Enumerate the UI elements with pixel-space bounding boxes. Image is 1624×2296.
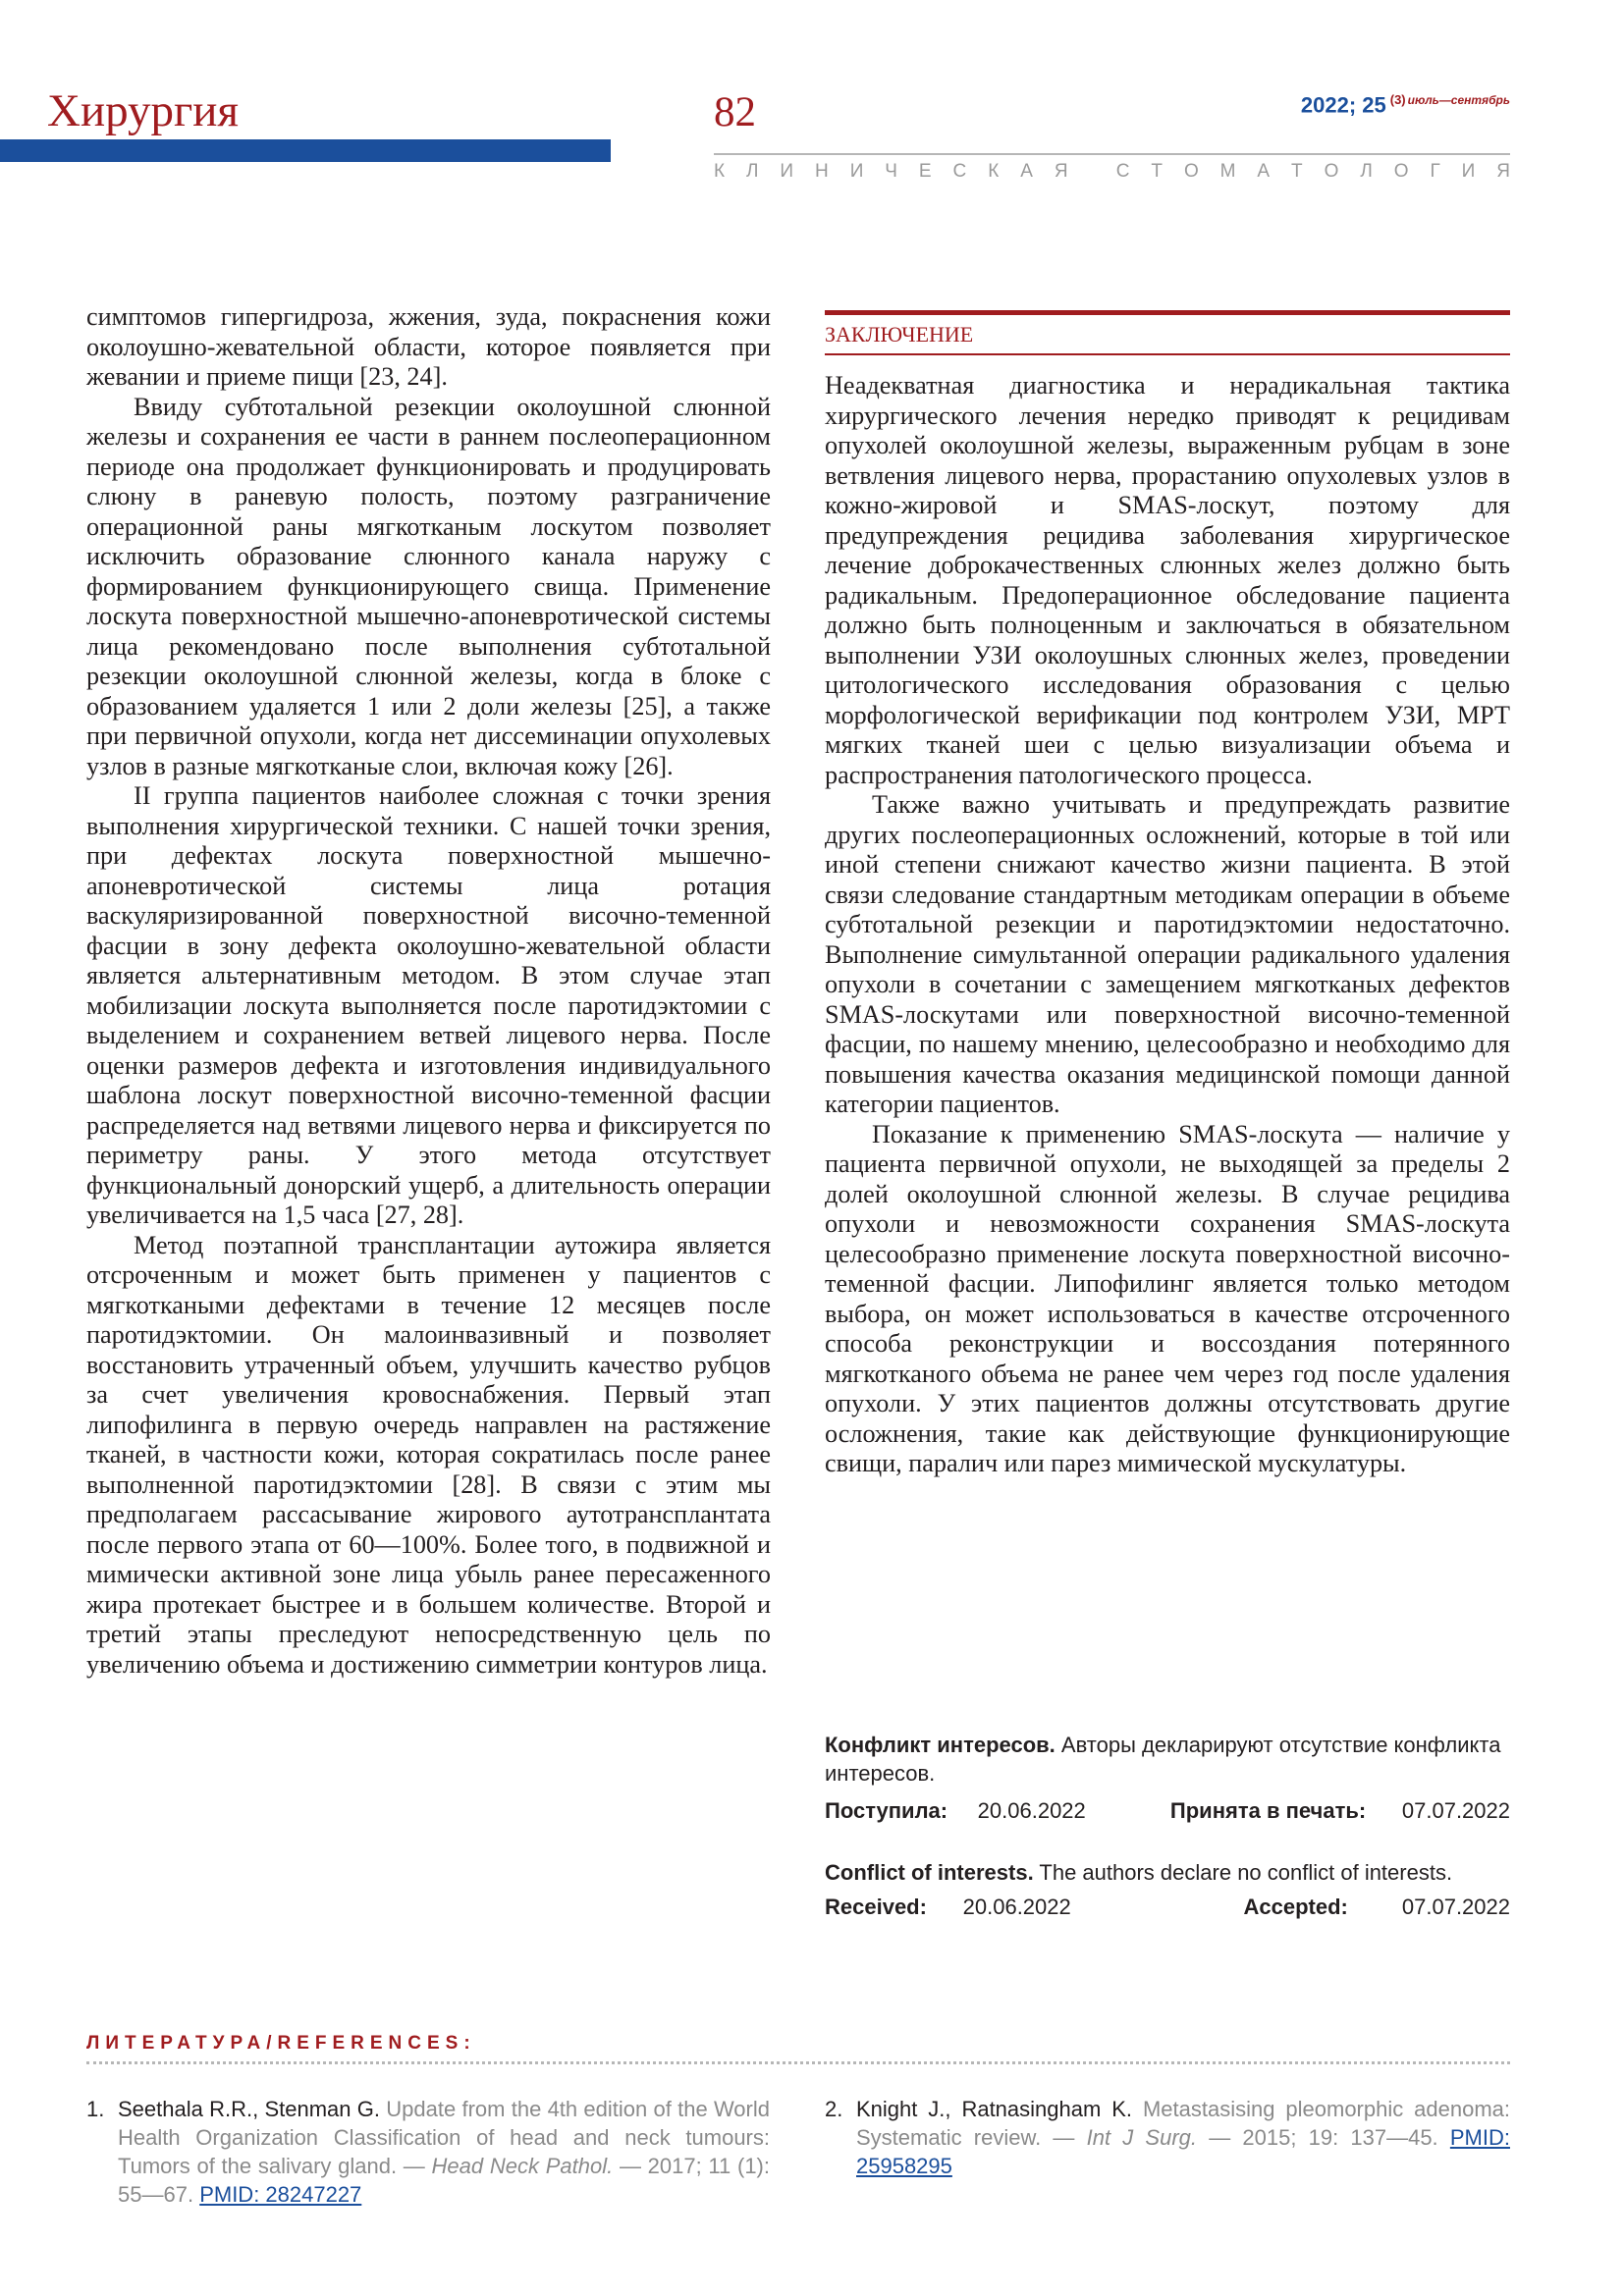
- journal-name-letter: Л: [1360, 161, 1373, 182]
- paragraph: Неадекватная диагностика и нерадикальная тактика хирургического лечения нередко приводят к рецидивам опухолей околоушной железы, выраженным рубцам в зоне ветвления лицевого нерва, прорастанию опухолевых узлов в кожно-жировой и SMAS-лоскут, поэтому для предупреждения рецидива заболевания хирургическое лечение доброкачественных слюнных желез должно быть радикальным. Предоперационное обследование пациента должно быть полноценным и заключаться в обязательном выполнении УЗИ околоушных слюнных желез, проведении цитологического исследования образования с целью морфологической верификации под контролем УЗИ, МРТ мягких тканей шеи с целью визуализации объема и распространения патологического процесса.: [825, 371, 1510, 789]
- received-label: Поступила:: [825, 1798, 948, 1823]
- reference-authors: Seethala R.R., Stenman G.: [118, 2097, 381, 2121]
- conflict-label: Conflict of interests.: [825, 1860, 1034, 1885]
- reference-details: — 2017; 11 (1): 55—67.: [118, 2154, 770, 2207]
- journal-name-letter: Я: [1054, 161, 1068, 182]
- paragraph: симптомов гипергидроза, жжения, зуда, покраснения кожи околоушно-жевательной области, которое появляется при жевании и приеме пищи [23, 24].: [86, 302, 771, 391]
- journal-name-letter: С: [1115, 161, 1130, 182]
- journal-name-letter: Г: [1430, 161, 1440, 182]
- pmid-link[interactable]: PMID: 25958295: [856, 2125, 1510, 2178]
- reference-authors: Knight J., Ratnasingham K.: [856, 2097, 1133, 2121]
- conclusion-heading: ЗАКЛЮЧЕНИЕ: [825, 322, 974, 347]
- paragraph: Ввиду субтотальной резекции околоушной слюнной железы и сохранения ее части в раннем послеоперационном периоде она продолжает функционировать и продуцировать слюну в раневую полость, поэтому разграничение операционной раны мягкотканым лоскутом позволяет исключить образование слюнного канала наружу с формированием функционирующего свища. Применение лоскута поверхностной мышечно-апоневротической системы лица рекомендовано после выполнения субтотальной резекции околоушной слюнной железы, когда в блоке с образованием удаляется 1 или 2 доли железы [25], а также при первичной опухоли, когда нет диссеминации опухолевых узлов в разные мягкотканые слои, включая кожу [26].: [86, 392, 771, 780]
- dates-ru: [825, 1796, 1510, 1825]
- received-label: Received:: [825, 1895, 927, 1919]
- page-number: 82: [714, 89, 756, 135]
- journal-name-letter: А: [1257, 161, 1271, 182]
- dates-en: [825, 1893, 1510, 1921]
- accepted-date: 07.07.2022: [1401, 1895, 1510, 1919]
- journal-name-letter: Л: [746, 161, 759, 182]
- journal-name-letter: И: [1461, 161, 1476, 182]
- journal-name-letter: А: [1020, 161, 1033, 182]
- journal-name-letter: М: [1219, 161, 1236, 182]
- conflict-text: Авторы декларируют отсутствие конфликта интересов.: [825, 1733, 1501, 1786]
- issue-year-volume: 2022; 25: [1300, 92, 1386, 118]
- accepted-date: 07.07.2022: [1401, 1798, 1510, 1823]
- reference-title: Metastasising pleomorphic adenoma: Systematic review. —: [856, 2097, 1511, 2150]
- journal-name-letter: Ч: [885, 161, 897, 182]
- reference-title: Update from the 4th edition of the World Health Organization Classification of head and neck tumours: Tumors of the salivary gland. —: [118, 2097, 770, 2178]
- journal-name-letter: О: [1183, 161, 1199, 182]
- issue-months: июль—сентябрь: [1407, 93, 1510, 107]
- journal-name-letter: [1090, 161, 1095, 183]
- received-date: 20.06.2022: [977, 1798, 1086, 1823]
- journal-name-letter: Я: [1496, 161, 1510, 182]
- journal-name-letter: К: [714, 161, 726, 182]
- paragraph: II группа пациентов наиболее сложная с точки зрения выполнения хирургической техники. С нашей точки зрения, при дефектах лоскута поверхностной мышечно-апоневротической системы лица ротация васкуляризированной поверхностной височно-теменной фасции в зону дефекта околоушно-жевательной области является альтернативным методом. В этом случае этап мобилизации лоскута выполняется после паротидэктомии с выделением и сохранением ветвей лицевого нерва. После оценки размеров дефекта и изготовления индивидуального шаблона лоскут поверхностной височно-теменной фасции распределяется над ветвями лицевого нерва и фиксируется по периметру раны. У этого метода отсутствует функциональный донорский ущерб, а длительность операции увеличивается на 1,5 часа [27, 28].: [86, 781, 771, 1229]
- reference-number: 2.: [825, 2097, 843, 2121]
- conclusion-top-rule: [825, 310, 1510, 315]
- reference-item: [86, 2095, 770, 2209]
- references-heading: ЛИТЕРАТУРА/REFERENCES:: [86, 2033, 476, 2054]
- received-date: 20.06.2022: [962, 1895, 1071, 1919]
- journal-name-letter: Н: [815, 161, 829, 182]
- reference-journal: Int J Surg.: [1086, 2125, 1198, 2150]
- journal-name-letter: Е: [918, 161, 932, 182]
- issue-number: (3): [1389, 92, 1406, 107]
- header-rule: [714, 153, 1510, 155]
- references-dotted-rule: [86, 2061, 1510, 2064]
- journal-name-letter: И: [849, 161, 864, 182]
- accepted-label: Accepted:: [1243, 1895, 1348, 1919]
- section-color-bar: [0, 139, 611, 162]
- conflict-text: The authors declare no conflict of interests.: [1039, 1860, 1453, 1885]
- journal-name-letter: К: [988, 161, 1000, 182]
- paragraph: Показание к применению SMAS-лоскута — наличие у пациента первичной опухоли, не выходящей за пределы 2 долей околоушной слюнной железы. В случае рецидива опухоли и невозможности сохранения SMAS-лоскута целесообразно применение лоскута поверхностной височно-теменной фасции. Липофилинг является только методом выбора, он может использоваться в качестве отсроченного способа реконструкции и воссоздания потерянного мягкотканого объема не ранее чем через год после удаления опухоли. У этих пациентов должны отсутствовать другие осложнения, такие как действующие функционирующие свищи, паралич или парез мимической мускулатуры.: [825, 1119, 1510, 1477]
- article-column-left: [86, 302, 771, 1680]
- paragraph: Также важно учитывать и предупреждать развитие других послеоперационных осложнений, которые в той или иной степени снижают качество жизни пациента. В этой связи следование стандартным методикам операции в объеме субтотальной резекции и паротидэктомии недостаточно. Выполнение симультанной операции радикального удаления опухоли в сочетании с замещением мягкотканых дефектов SMAS-лоскутами или поверхностной височно-теменной фасции, по нашему мнению, целесообразно и необходимо для повышения качества оказания медицинской помощи данной категории пациентов.: [825, 790, 1510, 1118]
- journal-name: [714, 161, 1510, 183]
- journal-name-letter: С: [952, 161, 967, 182]
- section-title: Хирургия: [47, 85, 240, 136]
- article-column-right: [825, 371, 1510, 1479]
- journal-name-letter: О: [1324, 161, 1339, 182]
- reference-item: [825, 2095, 1511, 2180]
- accepted-label: Принята в печать:: [1169, 1798, 1367, 1823]
- conflict-label: Конфликт интересов.: [825, 1733, 1056, 1757]
- reference-details: — 2015; 19: 137—45.: [1209, 2125, 1438, 2150]
- journal-name-letter: Т: [1151, 161, 1163, 182]
- issue-info: [1301, 92, 1510, 118]
- journal-name-letter: Т: [1291, 161, 1303, 182]
- paragraph: Метод поэтапной трансплантации аутожира является отсроченным и может быть применен у пациентов с мягкоткаными дефектами в течение 12 месяцев после паротидэктомии. Он малоинвазивный и позволяет восстановить утраченный объем, улучшить качество рубцов за счет увеличения кровоснабжения. Первый этап липофилинга в первую очередь направлен на растяжение тканей, в частности кожи, которая сократилась после ранее выполненной паротидэктомии [28]. В связи с этим мы предполагаем рассасывание жирового аутотрансплантата после первого этапа от 60—100%. Более того, в подвижной и мимически активной зоне лица убыль ранее пересаженного жира протекает быстрее и в большем количестве. Второй и третий этапы преследуют непосредственную цель по увеличению объема и достижению симметрии контуров лица.: [86, 1230, 771, 1679]
- conflict-of-interest-ru: [825, 1731, 1510, 1788]
- journal-name-letter: И: [780, 161, 794, 182]
- journal-name-letter: О: [1393, 161, 1409, 182]
- reference-journal: Head Neck Pathol.: [431, 2154, 614, 2178]
- pmid-link[interactable]: PMID: 28247227: [199, 2182, 362, 2207]
- reference-number: 1.: [86, 2097, 105, 2121]
- conclusion-underline: [825, 353, 1510, 355]
- conflict-of-interest-en: [825, 1858, 1510, 1887]
